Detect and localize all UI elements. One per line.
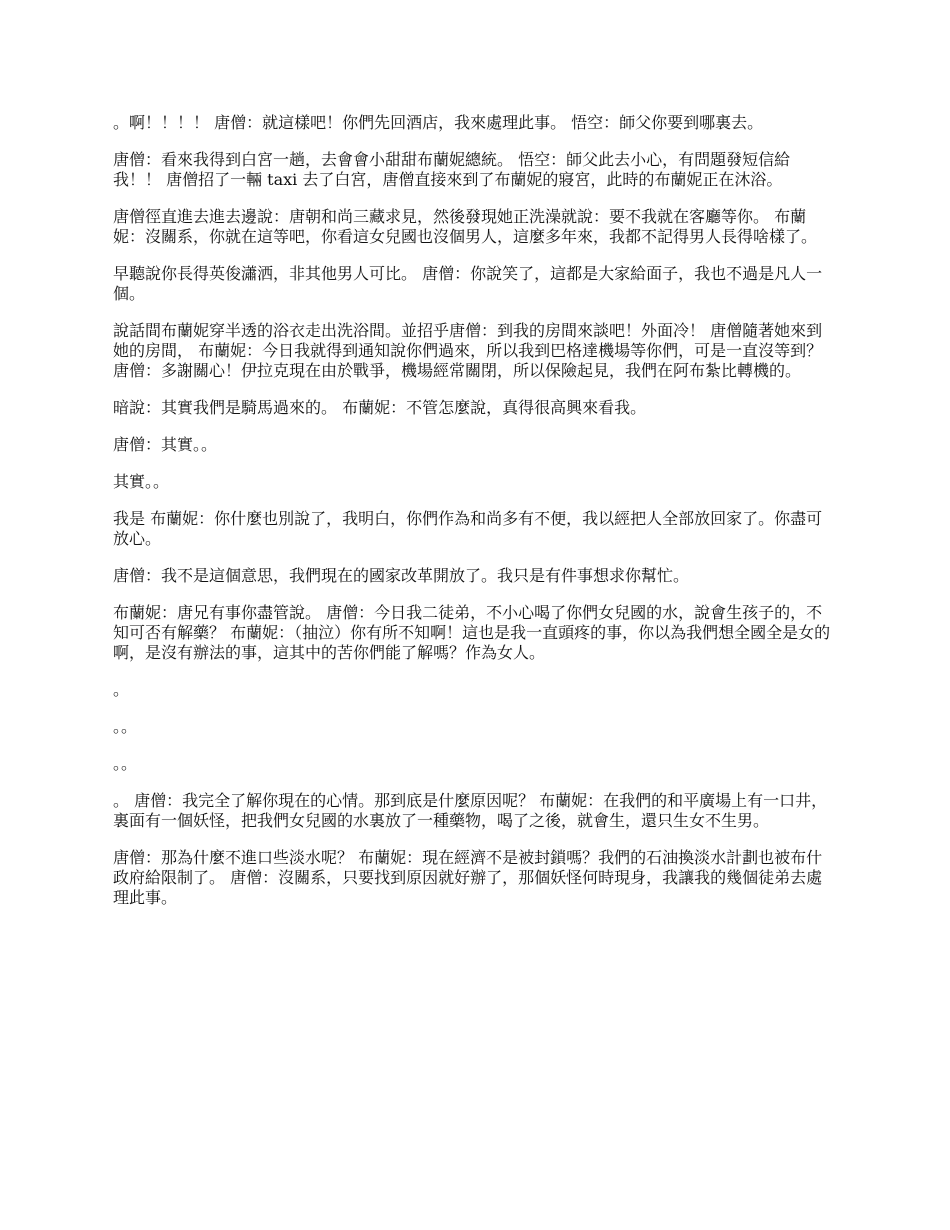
- paragraph-3: 唐僧徑直進去進去邊說：唐朝和尚三藏求見，然後發現她正洗澡就說：要不我就在客廳等你。 布蘭妮：沒關系，你就在這等吧，你看這女兒國也沒個男人，這麼多年來，我都不記得男人長得啥樣了。: [113, 207, 818, 246]
- paragraph-7: 唐僧：其實。。: [113, 435, 218, 454]
- document-body: [113, 113, 838, 925]
- paragraph-12: 。: [113, 680, 130, 699]
- paragraph-16: 唐僧：那為什麼不進口些淡水呢？ 布蘭妮：現在經濟不是被封鎖嗎？我們的石油換淡水計劃也被布什政府給限制了。 唐僧：沒關系，只要找到原因就好辦了，那個妖怪何時現身，我讓我的幾個徒弟去處理此事。: [113, 848, 823, 907]
- paragraph-8: 其實。。: [113, 472, 170, 491]
- paragraph-2: 唐僧：看來我得到白宮一趟，去會會小甜甜布蘭妮總統。 悟空：師父此去小心，有問題發短信給我！！ 唐僧招了一輛 taxi 去了白宮，唐僧直接來到了布蘭妮的寢宮，此時的布蘭妮正在沐浴。: [113, 150, 791, 189]
- paragraph-10: 唐僧：我不是這個意思，我們現在的國家改革開放了。我只是有件事想求你幫忙。: [113, 566, 690, 585]
- paragraph-6: 暗說：其實我們是騎馬過來的。 布蘭妮：不管怎麼說，真得很高興來看我。: [113, 398, 647, 417]
- paragraph-13: 。。: [113, 717, 138, 736]
- paragraph-11: 布蘭妮：唐兄有事你盡管說。 唐僧：今日我二徒弟，不小心喝了你們女兒國的水，說會生孩子的，不知可否有解藥？ 布蘭妮：（抽泣）你有所不知啊！這也是我一直頭疼的事，你以為我們想全國全是女的啊，是沒有辦法的事，這其中的苦你們能了解嗎？作為女人。: [113, 603, 831, 662]
- paragraph-14: 。。: [113, 754, 138, 773]
- paragraph-4: 早聽說你長得英俊瀟洒，非其他男人可比。 唐僧：你說笑了，這都是大家給面子，我也不過是凡人一個。: [113, 264, 823, 303]
- paragraph-15: 。 唐僧：我完全了解你現在的心情。那到底是什麼原因呢？ 布蘭妮：在我們的和平廣場上有一口井，裏面有一個妖怪，把我們女兒國的水裏放了一種藥物，喝了之後，就會生，還只生女不生男。: [113, 791, 828, 830]
- paragraph-1: 。啊！！！！ 唐僧：就這樣吧！你們先回酒店，我來處理此事。 悟空：師父你要到哪裏去。: [113, 113, 764, 132]
- paragraph-9: 我是 布蘭妮：你什麼也別說了，我明白，你們作為和尚多有不便，我以經把人全部放回家了。你盡可放心。: [113, 509, 823, 548]
- paragraph-5: 說話間布蘭妮穿半透的浴衣走出洗浴間。並招乎唐僧：到我的房間來談吧！外面冷！ 唐僧隨著她來到她的房間， 布蘭妮：今日我就得到通知說你們過來，所以我到巴格達機場等你們，可是一直沒等到？ 唐僧：多謝關心！伊拉克現在由於戰爭，機場經常關閉，所以保險起見，我們在阿布紮比轉機的。: [113, 321, 828, 380]
